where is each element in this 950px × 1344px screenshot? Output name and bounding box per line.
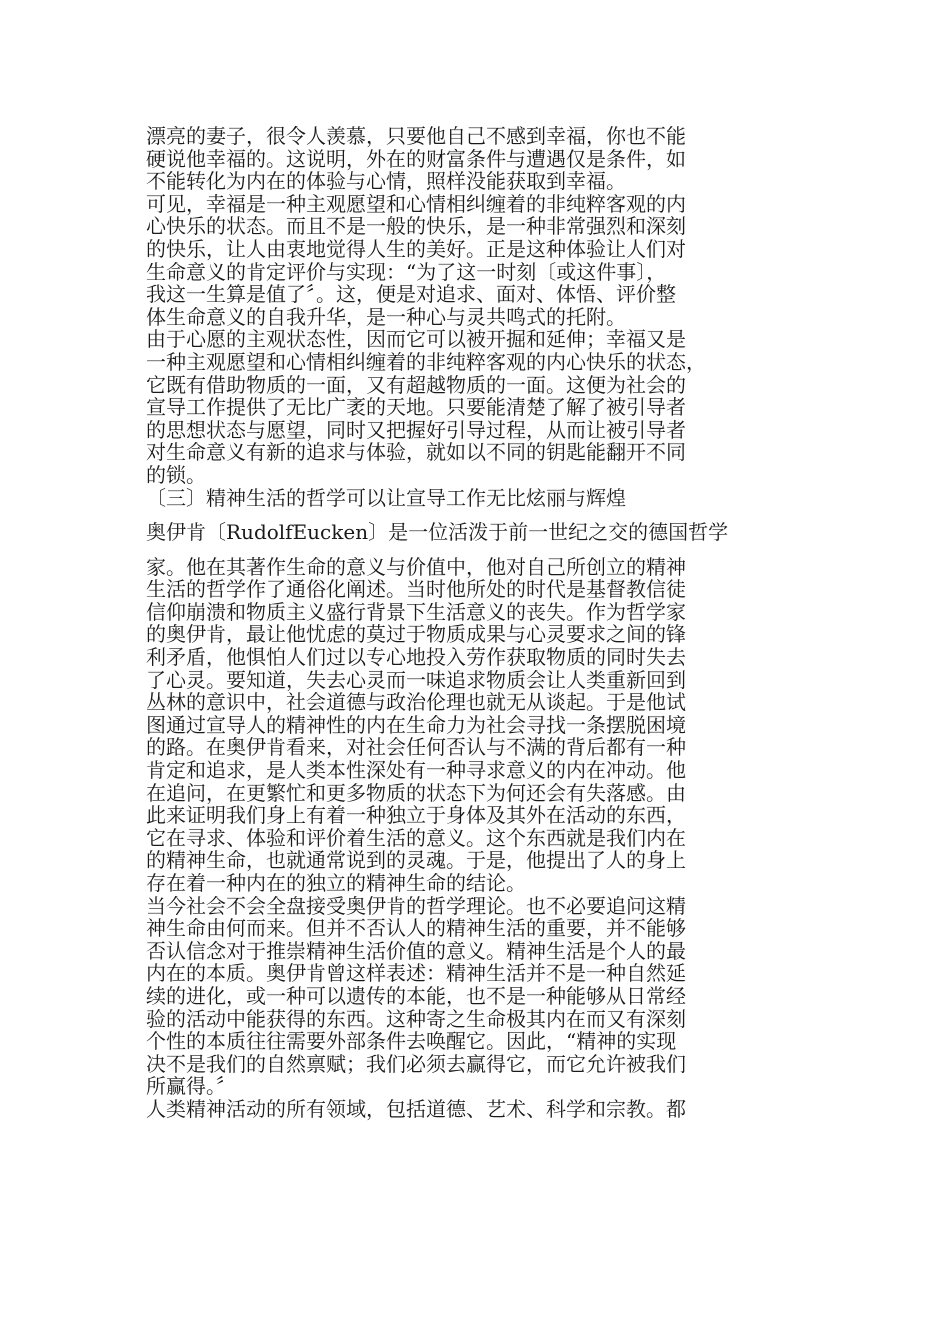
text-line: 当今社会不会全盘接受奥伊肯的哲学理论。也不必要追问这精: [146, 893, 686, 918]
text-line: 人类精神活动的所有领域，包括道德、艺术、科学和宗教。都: [146, 1096, 686, 1121]
text-line: 存在着一种内在的独立的精神生命的结论。: [146, 871, 526, 895]
text-line: 信仰崩溃和物质主义盛行背景下生活意义的丧失。作为哲学家: [146, 599, 686, 624]
text-line: 的快乐，让人由衷地觉得人生的美好。正是这种体验让人们对: [146, 236, 686, 261]
text-line: 所赢得。〞: [146, 1074, 236, 1099]
text-line: 心快乐的状态。而且不是一般的快乐，是一种非常强烈和深刻: [146, 214, 686, 239]
text-line: 个性的本质往往需要外部条件去唤醒它。因此，“精神的实现: [146, 1029, 677, 1054]
text-line: 决不是我们的自然禀赋；我们必须去赢得它，而它允许被我们: [146, 1051, 686, 1076]
text-line: 的精神生命，也就通常说到的灵魂。于是，他提出了人的身上: [146, 848, 686, 873]
text-line: 对生命意义有新的追求与体验，就如以不同的钥匙能翻开不同: [146, 440, 686, 465]
text-line: 了心灵。要知道，失去心灵而一味追求物质会让人类重新回到: [146, 667, 686, 692]
text-line: 我这一生算是值了〞。这，便是对追求、面对、体悟、评价整: [146, 282, 676, 307]
text-line: 图通过宣导人的精神性的内在生命力为社会寻找一条摆脱困境: [146, 712, 686, 737]
text-line: 它既有借助物质的一面，又有超越物质的一面。这便为社会的: [146, 372, 686, 397]
text-line: 可见，幸福是一种主观愿望和心情相纠缠着的非纯粹客观的内: [146, 191, 686, 216]
text-line: 验的活动中能获得的东西。这种寄之生命极其内在而又有深刻: [146, 1006, 686, 1031]
text-line: 硬说他幸福的。这说明，外在的财富条件与遭遇仅是条件，如: [146, 146, 686, 171]
text-line: 在追问，在更繁忙和更多物质的状态下为何还会有失落感。由: [146, 780, 686, 805]
section-heading: 〔三〕精神生活的哲学可以让宣导工作无比炫丽与辉煌: [146, 485, 626, 510]
text-line: 续的进化，或一种可以遗传的本能，也不是一种能够从日常经: [146, 983, 686, 1008]
text-line: 不能转化为内在的体验与心情，照样没能获取到幸福。: [146, 169, 626, 194]
text-line: 的锁。: [146, 462, 206, 487]
text-line: 由于心愿的主观状态性，因而它可以被开掘和延伸；幸福又是: [146, 327, 686, 352]
text-line: 生命意义的肯定评价与实现：“为了这一时刻〔或这件事〕，: [146, 259, 667, 284]
text-line: 此来证明我们身上有着一种独立于身体及其外在活动的东西，: [146, 803, 686, 828]
text-line: 利矛盾，他惧怕人们过以专心地投入劳作获取物质的同时失去: [146, 645, 686, 670]
text-line: 否认信念对于推崇精神生活价值的意义。精神生活是个人的最: [146, 938, 686, 963]
text-line: 体生命意义的自我升华，是一种心与灵共鸣式的托附。: [146, 304, 626, 329]
text-line: 内在的本质。奥伊肯曾这样表述：精神生活并不是一种自然延: [146, 961, 686, 986]
text-line: 神生命由何而来。但并不否认人的精神生活的重要，并不能够: [146, 916, 686, 941]
text-line: 奥伊肯〔RudolfEucken〕是一位活泼于前一世纪之交的德国哲学: [146, 520, 729, 545]
text-line: 漂亮的妻子，很令人羡慕，只要他自己不感到幸福，你也不能: [146, 124, 686, 148]
text-line: 家。他在其著作生命的意义与价值中，他对自己所创立的精神: [146, 554, 686, 579]
text-line: 它在寻求、体验和评价着生活的意义。这个东西就是我们内在: [146, 825, 686, 850]
text-line: 宣导工作提供了无比广袤的天地。只要能清楚了解了被引导者: [146, 395, 686, 420]
text-line: 丛林的意识中，社会道德与政治伦理也就无从谈起。于是他试: [146, 690, 686, 715]
text-line: 生活的哲学作了通俗化阐述。当时他所处的时代是基督教信徒: [146, 577, 686, 602]
text-line: 的思想状态与愿望，同时又把握好引导过程，从而让被引导者: [146, 417, 686, 442]
text-line: 肯定和追求，是人类本性深处有一种寻求意义的内在冲动。他: [146, 758, 686, 783]
document-page: [146, 125, 826, 1121]
text-line: 的路。在奥伊肯看来，对社会任何否认与不满的背后都有一种: [146, 735, 686, 760]
text-line: 的奥伊肯，最让他忧虑的莫过于物质成果与心灵要求之间的锋: [146, 622, 686, 647]
text-line: 一种主观愿望和心情相纠缠着的非纯粹客观的内心快乐的状态，: [146, 349, 706, 374]
